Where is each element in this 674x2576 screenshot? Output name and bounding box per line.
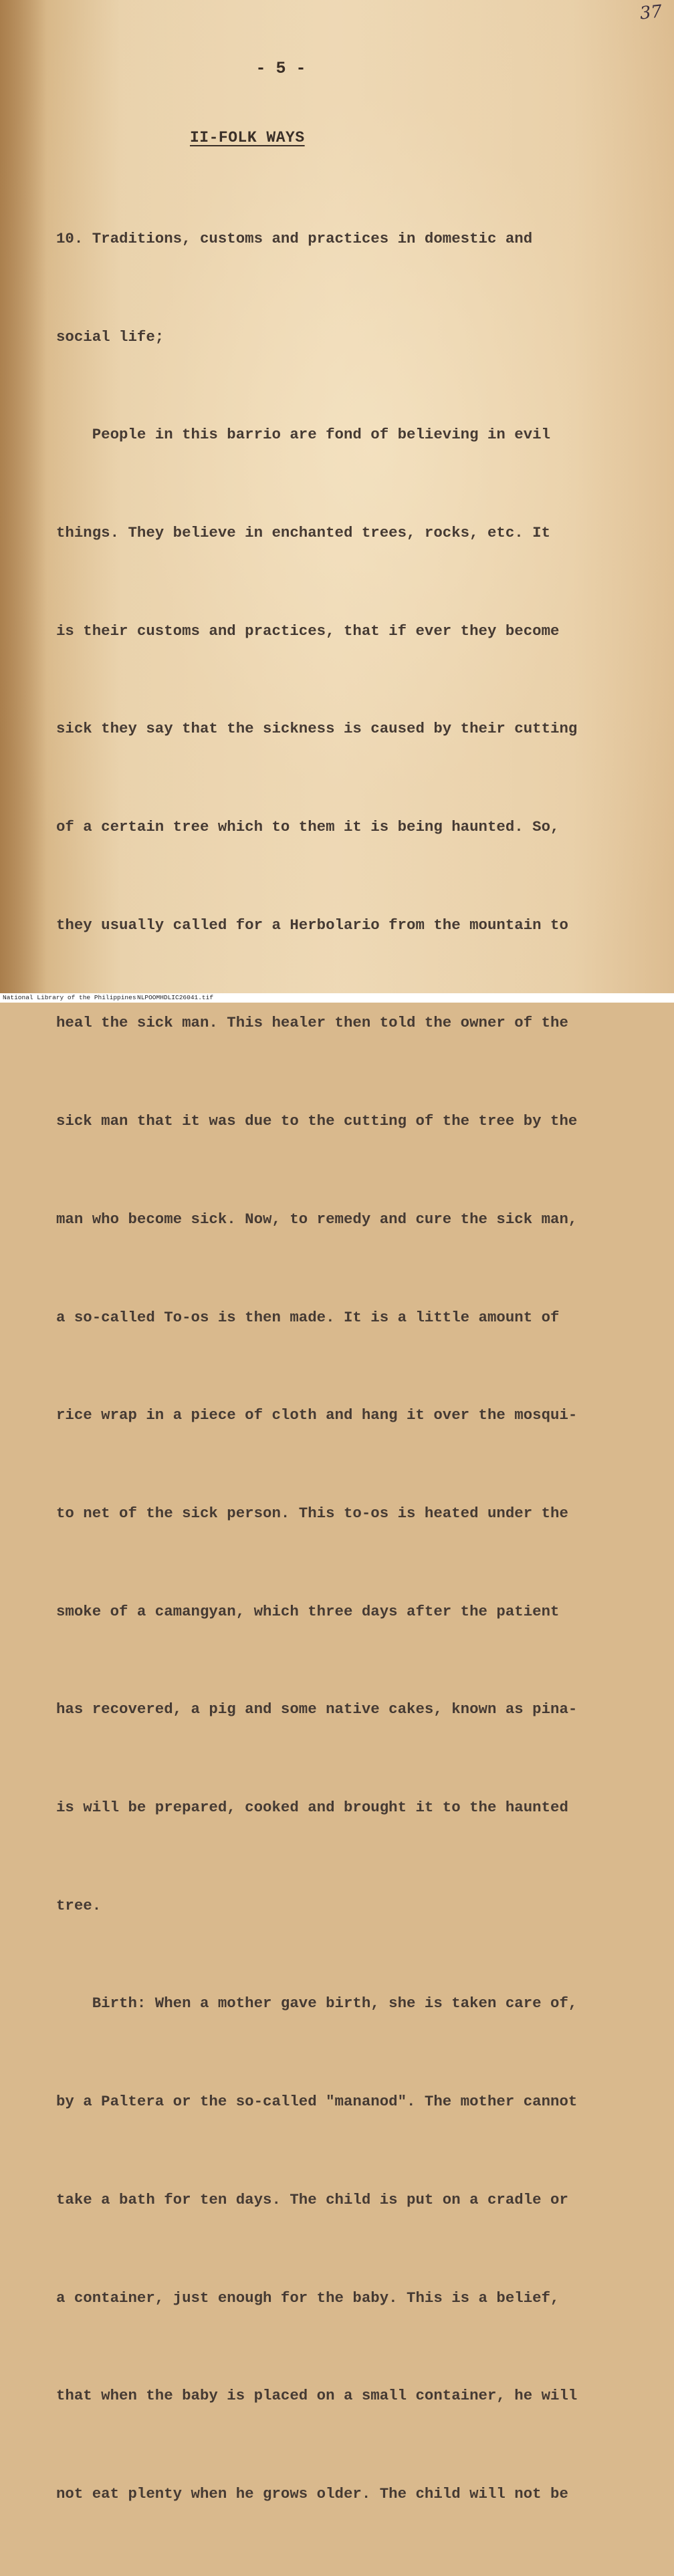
body-text [56,157,631,2576]
page-edge-stain [0,0,47,993]
text-line: heal the sick man. This healer then told the owner of the [56,1014,568,1032]
folio-mark: 37 [639,1,663,24]
text-line: that when the baby is placed on a small container, he will [56,2387,578,2405]
text-line: a container, just enough for the baby. This is a belief, [56,2289,560,2307]
text-line: is their customs and practices, that if ever they become [56,622,560,640]
text-line: rice wrap in a piece of cloth and hang it over the mosqui- [56,1406,578,1424]
text-line: of a certain tree which to them it is being haunted. So, [56,818,560,836]
text-line: sick man that it was due to the cutting of the tree by the [56,1112,578,1130]
page-number: - 5 - [255,59,306,78]
text-line: 10. Traditions, customs and practices in domestic and [56,229,533,247]
text-line: tree. [56,1896,102,1914]
text-line: a so-called To-os is then made. It is a little amount of [56,1308,560,1326]
text-line: social life; [56,328,164,346]
text-line: sick they say that the sickness is caused by their cutting [56,720,578,738]
section-heading: II-FOLK WAYS [190,129,305,146]
text-line: they usually called for a Herbolario from the mountain to [56,916,568,934]
text-line: Birth: When a mother gave birth, she is taken care of, [56,1994,578,2013]
text-line: is will be prepared, cooked and brought it to the haunted [56,1799,568,1817]
scan-footer [0,993,674,1003]
text-line: by a Paltera or the so-called "mananod". The mother cannot [56,2093,578,2111]
footer-filename: NLPOOMHDLIC26041.tif [137,994,214,1001]
text-line: not eat plenty when he grows older. The child will not be [56,2484,568,2502]
text-line: to net of the sick person. This to-os is heated under the [56,1504,568,1522]
text-line: take a bath for ten days. The child is put on a cradle or [56,2190,568,2208]
text-line: has recovered, a pig and some native cakes, known as pina- [56,1700,578,1718]
text-line: things. They believe in enchanted trees, rocks, etc. It [56,523,551,541]
footer-library-name: National Library of the Philippines [3,994,136,1001]
text-line: People in this barrio are fond of believing in evil [56,426,551,444]
text-line: smoke of a camangyan, which three days after the patient [56,1602,560,1620]
text-line: man who become sick. Now, to remedy and cure the sick man, [56,1210,578,1228]
